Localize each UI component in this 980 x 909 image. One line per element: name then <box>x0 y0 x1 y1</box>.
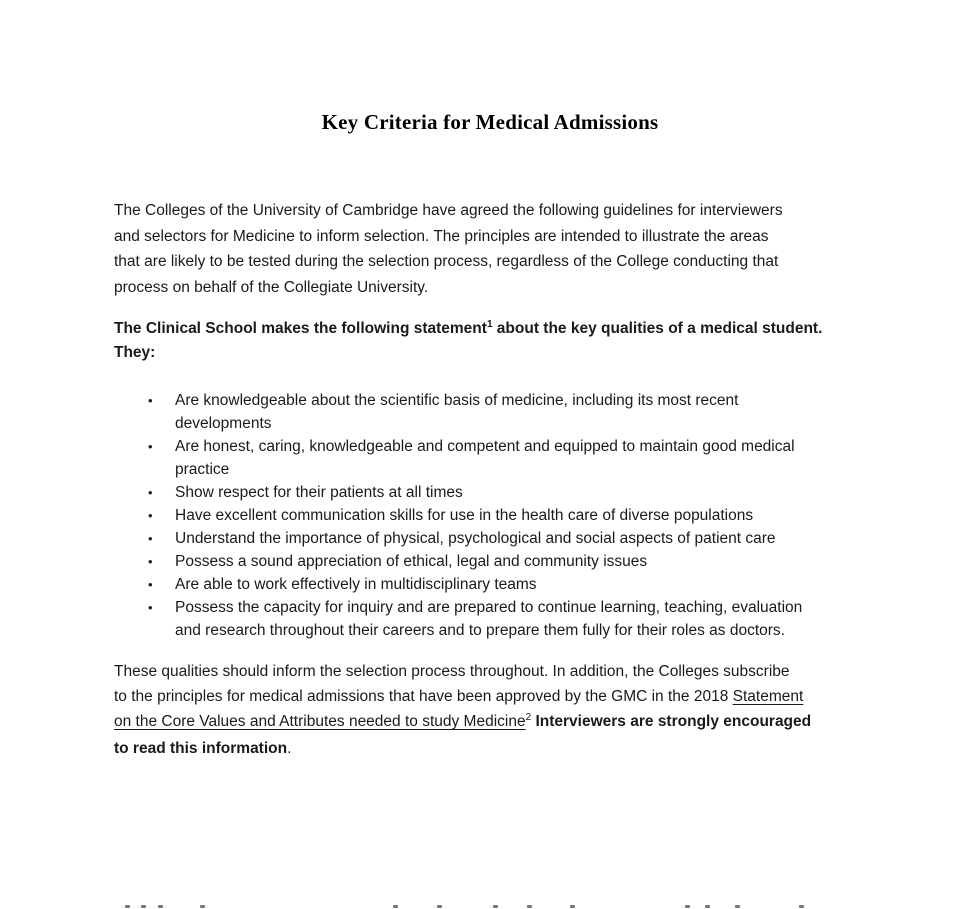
text-line: developments <box>175 414 272 432</box>
text-line <box>114 318 866 342</box>
paragraph <box>114 318 866 364</box>
bullet-icon: • <box>148 530 153 546</box>
letter-top-fragment <box>125 905 130 908</box>
document-content <box>0 108 980 761</box>
bullet-icon: • <box>148 438 153 454</box>
core-values-link-text[interactable]: Statement <box>732 687 804 705</box>
letter-top-fragment <box>158 905 163 908</box>
bullet-icon: • <box>148 507 153 523</box>
text-segment: that are likely to be tested during the selection process, regardless of the College conducting that <box>114 253 779 271</box>
letter-top-fragment <box>527 905 532 908</box>
text-line: and research throughout their careers and to prepare them fully for their roles as doctors. <box>175 621 785 639</box>
bullet-text <box>175 573 537 596</box>
list-item <box>114 389 866 435</box>
bullet-text <box>175 504 753 527</box>
text-segment: about the key qualities of a medical student. <box>492 319 823 337</box>
text-segment: They: <box>114 343 156 361</box>
text-line <box>114 659 866 684</box>
footnote-reference-2: 2 <box>525 711 532 723</box>
text-line <box>114 736 866 761</box>
text-line: Possess the capacity for inquiry and are prepared to continue learning, teaching, evaluation <box>175 598 803 616</box>
bullet-list <box>114 389 866 642</box>
letter-top-fragment <box>705 905 710 908</box>
footnote-reference-1: 1 <box>486 318 493 330</box>
list-item <box>114 435 866 481</box>
clipped-next-line-fragments <box>0 905 980 909</box>
text-segment: and selectors for Medicine to inform selection. The principles are intended to illustrate the areas <box>114 227 769 245</box>
text-line <box>114 249 866 275</box>
bullet-icon: • <box>148 484 153 500</box>
text-segment: Interviewers are strongly encouraged <box>531 712 812 730</box>
text-line: Are honest, caring, knowledgeable and competent and equipped to maintain good medical <box>175 437 795 455</box>
bullet-icon: • <box>148 392 153 408</box>
text-line: practice <box>175 460 230 478</box>
letter-top-fragment <box>437 905 442 908</box>
list-item <box>114 504 866 527</box>
bullet-icon: • <box>148 599 153 615</box>
letter-top-fragment <box>393 905 398 908</box>
paragraph <box>114 198 866 301</box>
paragraph <box>114 659 866 761</box>
document-title: Key Criteria for Medical Admissions <box>321 110 659 134</box>
bullet-text <box>175 596 802 642</box>
list-item <box>114 550 866 573</box>
letter-top-fragment <box>141 905 146 908</box>
text-line <box>114 275 866 301</box>
document-page <box>0 108 980 909</box>
text-segment: These qualities should inform the selection process throughout. In addition, the Colleges subscribe <box>114 662 790 680</box>
bullet-text <box>175 527 776 550</box>
bullet-text <box>175 389 738 435</box>
text-line <box>114 224 866 250</box>
list-item <box>114 481 866 504</box>
bullet-text <box>175 550 647 573</box>
text-segment: to read this information <box>114 739 288 757</box>
text-line <box>114 709 866 736</box>
bullet-icon: • <box>148 553 153 569</box>
letter-top-fragment <box>200 905 205 908</box>
document-body <box>114 198 866 761</box>
text-line: Have excellent communication skills for use in the health care of diverse populations <box>175 506 754 524</box>
letter-top-fragment <box>570 905 575 908</box>
text-line <box>114 198 866 224</box>
list-item <box>114 527 866 550</box>
bullet-text <box>175 435 795 481</box>
letter-top-fragment <box>493 905 498 908</box>
text-segment: to the principles for medical admissions that have been approved by the GMC in the 2018 <box>114 687 733 705</box>
letter-top-fragment <box>799 905 804 908</box>
list-item <box>114 596 866 642</box>
text-line: Possess a sound appreciation of ethical, legal and community issues <box>175 552 648 570</box>
letter-top-fragment <box>735 905 740 908</box>
text-segment: The Colleges of the University of Cambridge have agreed the following guidelines for interviewers <box>114 202 783 219</box>
text-segment: process on behalf of the Collegiate University. <box>114 279 429 297</box>
text-line: Show respect for their patients at all times <box>175 483 463 501</box>
text-line: Are able to work effectively in multidisciplinary teams <box>175 575 537 593</box>
text-line: Are knowledgeable about the scientific basis of medicine, including its most recent <box>175 391 739 409</box>
text-segment: The Clinical School makes the following statement <box>114 319 487 337</box>
text-line <box>114 342 866 364</box>
bullet-icon: • <box>148 576 153 592</box>
text-line <box>114 684 866 709</box>
bullet-text <box>175 481 463 504</box>
text-segment: . <box>287 739 292 757</box>
text-line: Understand the importance of physical, psychological and social aspects of patient care <box>175 529 776 547</box>
letter-top-fragment <box>685 905 690 908</box>
list-item <box>114 573 866 596</box>
core-values-link-text[interactable]: on the Core Values and Attributes needed to study Medicine <box>114 712 526 730</box>
